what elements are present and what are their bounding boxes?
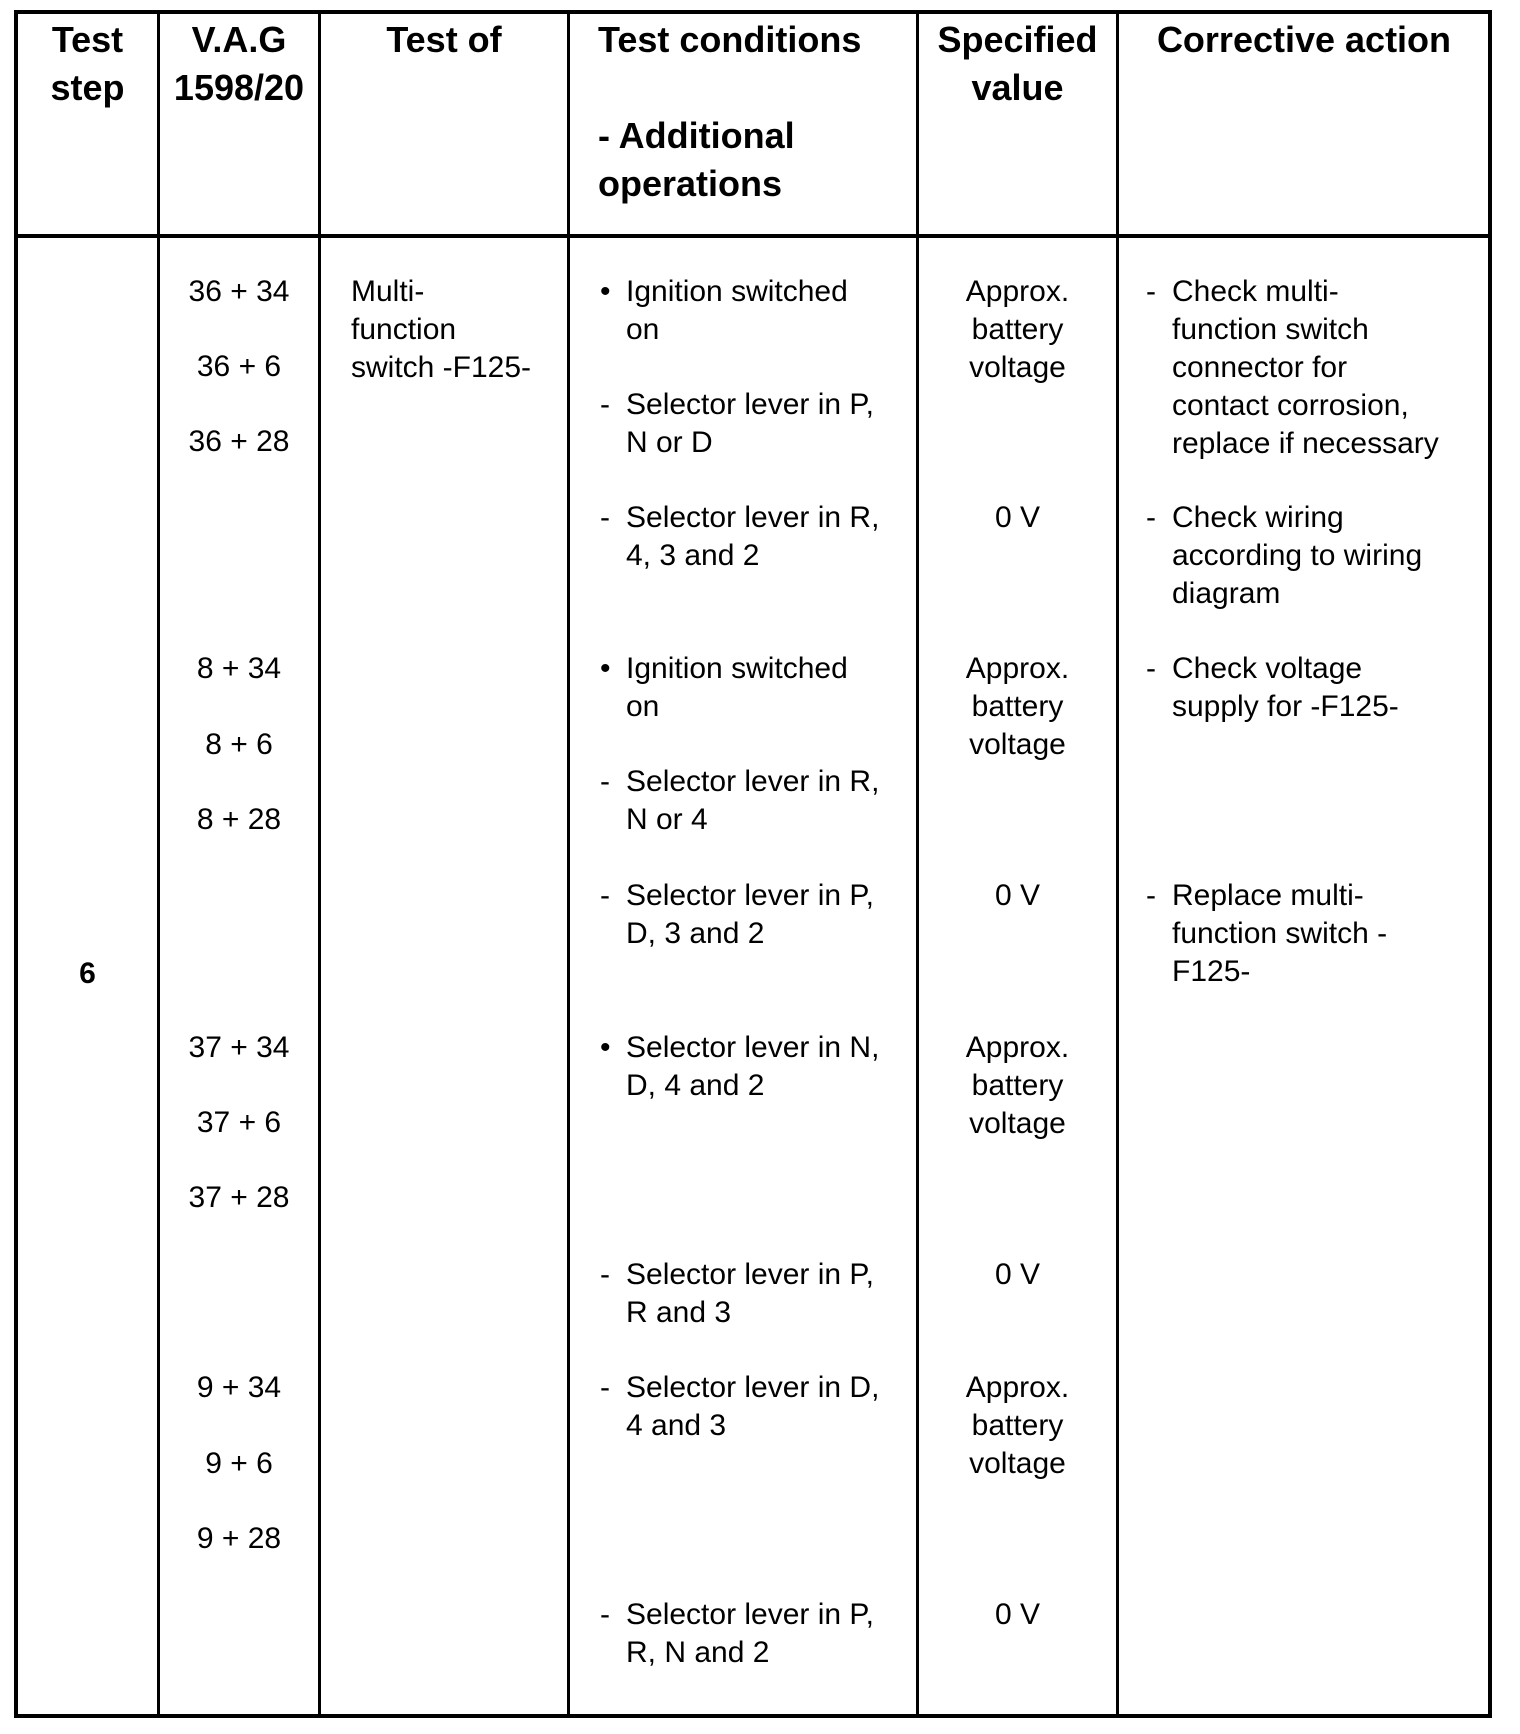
column-divider xyxy=(567,10,570,1718)
header-vag: V.A.G 1598/20 xyxy=(173,19,305,108)
specified-value: Approx. battery voltage xyxy=(965,1031,1070,1140)
column-divider xyxy=(318,10,321,1718)
specified-value: Approx. battery voltage xyxy=(965,275,1070,384)
vag-pair: 36 + 28 xyxy=(188,425,290,458)
vag-pair: 8 + 34 xyxy=(196,652,282,685)
vag-pair: 9 + 34 xyxy=(196,1371,282,1404)
vag-pair: 9 + 6 xyxy=(205,1447,273,1480)
test-of-text: Multi- function switch -F125- xyxy=(351,275,532,384)
vag-pair: 37 + 34 xyxy=(188,1031,290,1064)
specified-value: 0 V xyxy=(994,1258,1041,1291)
specified-value: 0 V xyxy=(994,1598,1041,1631)
header-corrective-action: Corrective action xyxy=(1156,19,1452,60)
test-step-number: 6 xyxy=(79,957,96,990)
vag-pair: 36 + 34 xyxy=(188,275,290,308)
vag-pair: 8 + 6 xyxy=(205,728,273,761)
header-test-step: Test step xyxy=(50,19,125,108)
header-test-of: Test of xyxy=(386,19,502,60)
vag-pair: 36 + 6 xyxy=(196,350,282,383)
specified-value: 0 V xyxy=(994,501,1041,534)
header-specified-value: Specified value xyxy=(937,19,1098,108)
vag-pair: 37 + 6 xyxy=(196,1106,282,1139)
specified-value: Approx. battery voltage xyxy=(965,652,1070,761)
vag-pair: 37 + 28 xyxy=(188,1181,290,1214)
vag-pair: 8 + 28 xyxy=(196,803,282,836)
specified-value: Approx. battery voltage xyxy=(965,1371,1070,1480)
header-divider xyxy=(14,234,1492,238)
header-test-conditions: Test conditions - Additional operations xyxy=(598,19,862,204)
vag-pair: 9 + 28 xyxy=(196,1522,282,1555)
column-divider xyxy=(1116,10,1119,1718)
specified-value: 0 V xyxy=(994,879,1041,912)
